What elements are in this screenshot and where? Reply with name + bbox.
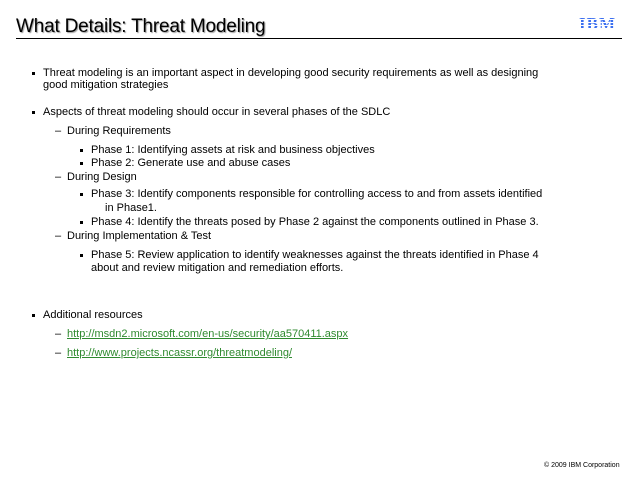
dash-icon: – bbox=[55, 125, 62, 137]
sub-heading-requirements: During Requirements bbox=[67, 125, 171, 137]
phase-1-text: Phase 1: Identifying assets at risk and business objectives bbox=[91, 144, 375, 156]
bullet-dot-icon bbox=[80, 149, 83, 152]
bullet-dot-icon bbox=[80, 254, 83, 257]
dash-icon: – bbox=[55, 328, 62, 340]
sub-heading-design: During Design bbox=[67, 171, 137, 183]
dash-icon: – bbox=[55, 347, 62, 359]
phase-2-text: Phase 2: Generate use and abuse cases bbox=[91, 157, 291, 169]
bullet-dot-icon bbox=[80, 193, 83, 196]
ibm-logo: IBM bbox=[579, 14, 616, 33]
phase-4-text: Phase 4: Identify the threats posed by Phase 2 against the components outlined in Phase 3. bbox=[91, 216, 539, 228]
phase-5-text: Phase 5: Review application to identify weaknesses against the threats identified in Phase 4 bbox=[91, 249, 539, 261]
ncassr-resource-link[interactable]: http://www.projects.ncassr.org/threatmodeling/ bbox=[67, 347, 292, 359]
phase-5-text-continued: about and review mitigation and remediation efforts. bbox=[91, 262, 344, 274]
bullet-dot-icon bbox=[32, 72, 35, 75]
copyright-footer: © 2009 IBM Corporation bbox=[544, 462, 620, 469]
bullet-dot-icon bbox=[32, 111, 35, 114]
bullet-text: Aspects of threat modeling should occur in several phases of the SDLC bbox=[43, 106, 391, 118]
bullet-dot-icon bbox=[32, 314, 35, 317]
bullet-dot-icon bbox=[80, 221, 83, 224]
sub-heading-implementation: During Implementation & Test bbox=[67, 230, 212, 242]
bullet-text: Threat modeling is an important aspect in developing good security requirements as well as designing bbox=[43, 67, 539, 79]
msdn-resource-link[interactable]: http://msdn2.microsoft.com/en-us/security/aa570411.aspx bbox=[67, 328, 349, 340]
phase-3-text: Phase 3: Identify components responsible for controlling access to and from assets identified bbox=[91, 188, 543, 200]
phase-3-text-continued: in Phase1. bbox=[105, 202, 157, 214]
slide-title: What Details: Threat Modeling bbox=[16, 16, 266, 37]
bullet-text: Additional resources bbox=[43, 309, 143, 321]
bullet-dot-icon bbox=[80, 162, 83, 165]
dash-icon: – bbox=[55, 171, 62, 183]
dash-icon: – bbox=[55, 230, 62, 242]
bullet-text-continued: good mitigation strategies bbox=[43, 79, 169, 91]
